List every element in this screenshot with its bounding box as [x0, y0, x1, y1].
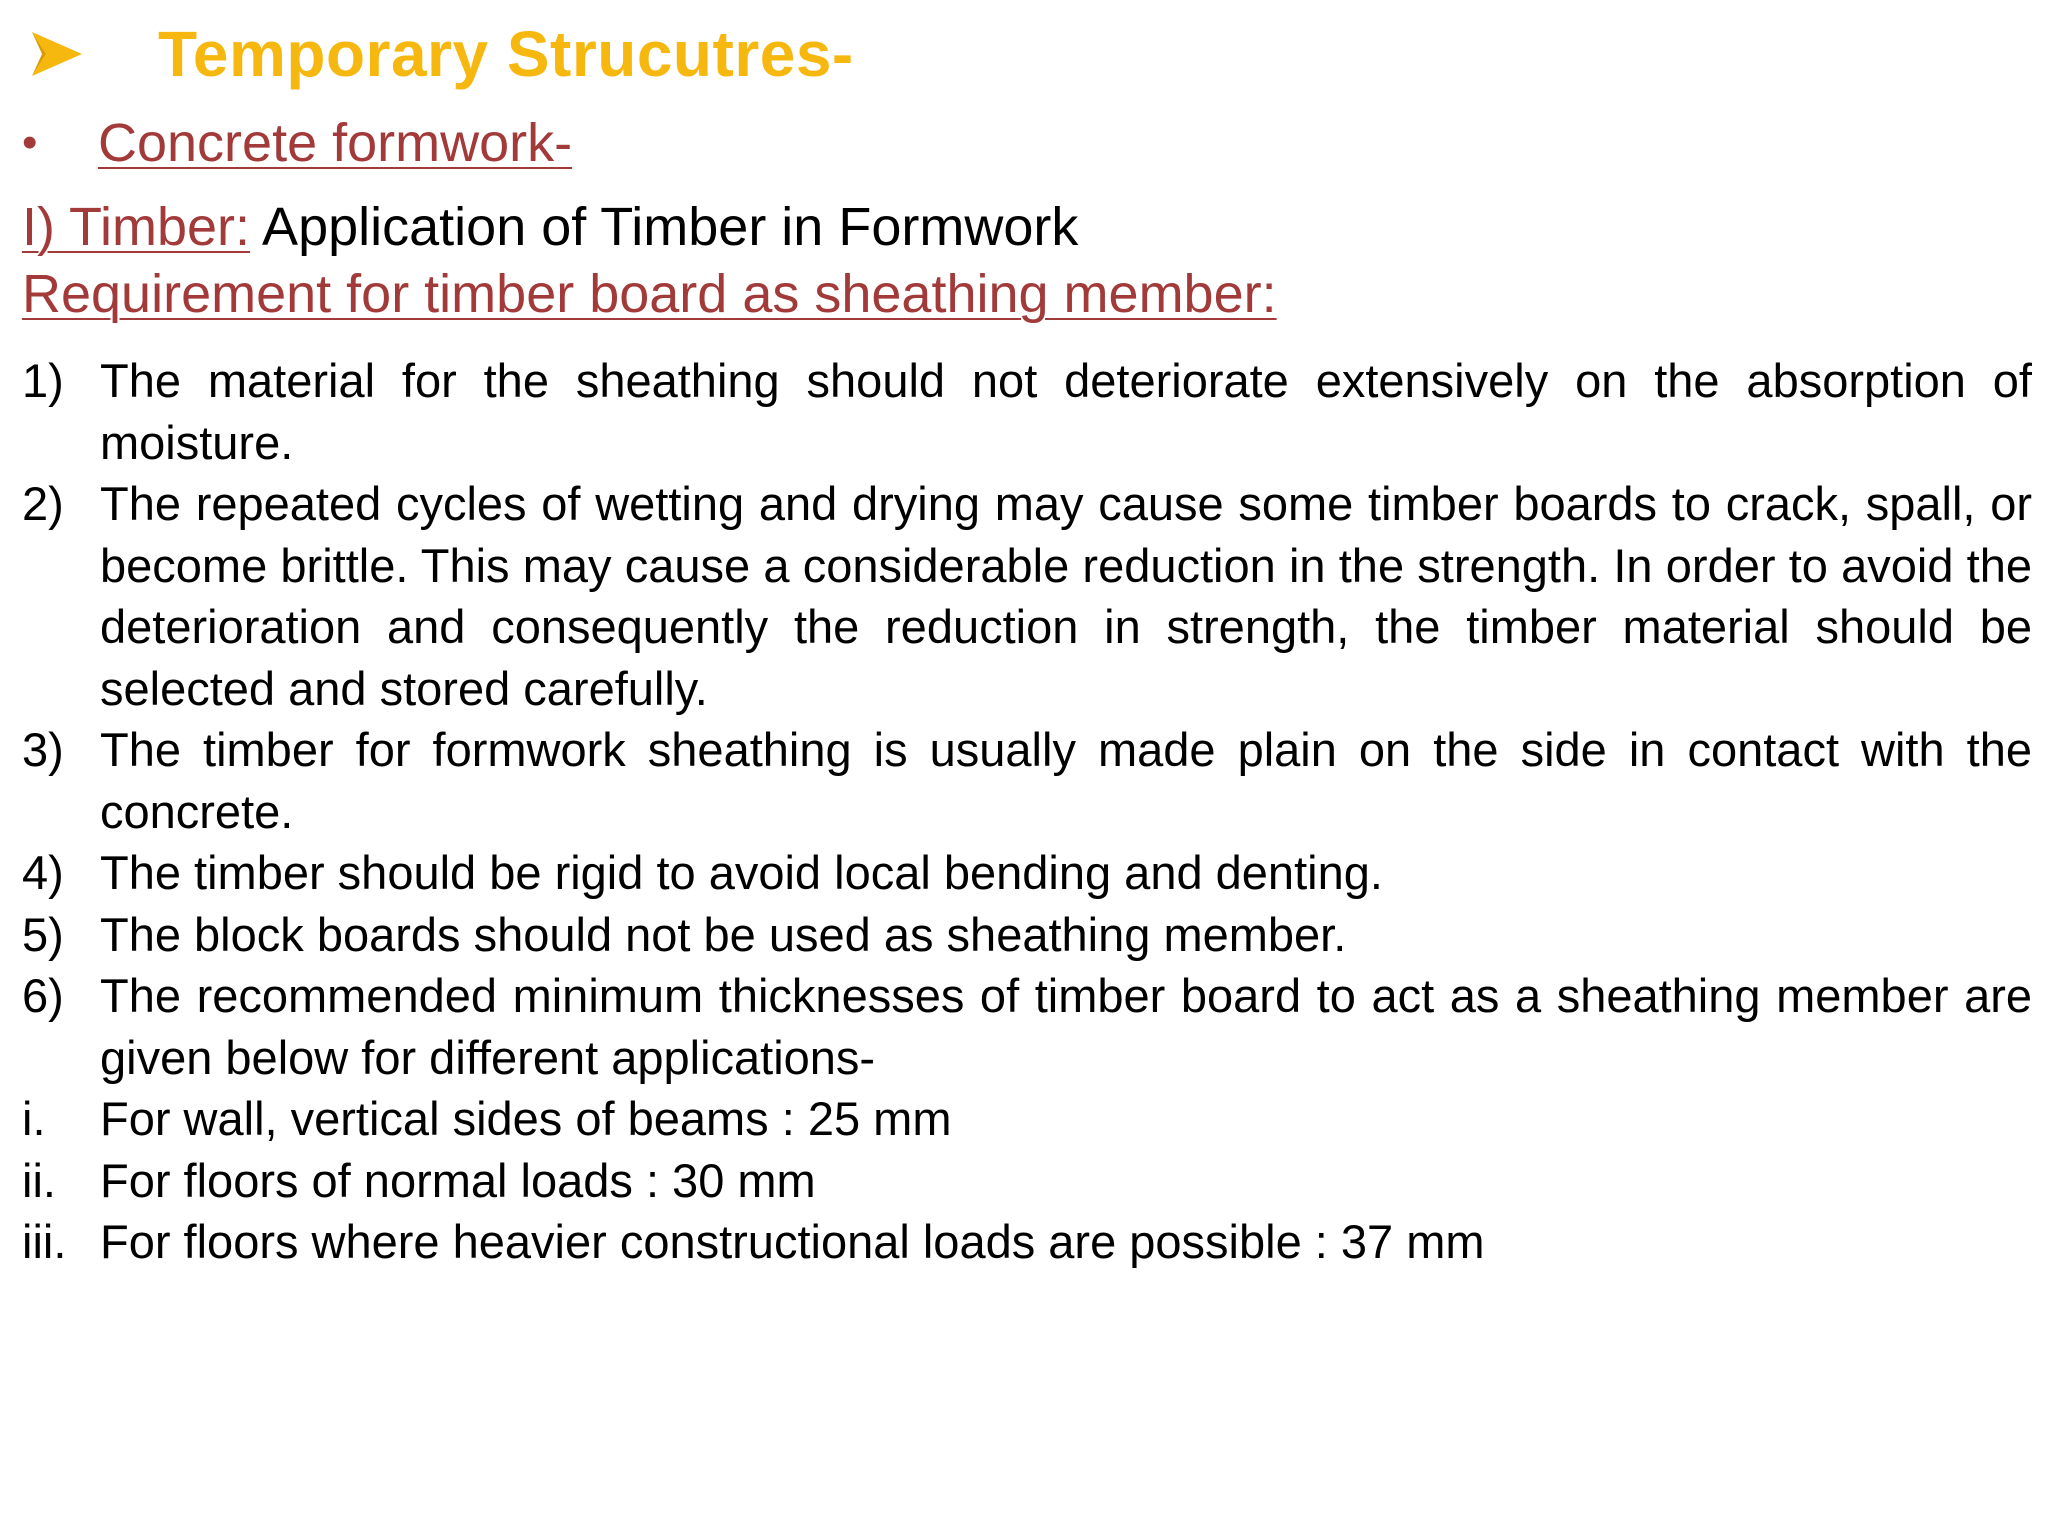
list-item-number: 2): [22, 477, 64, 530]
requirement-heading: Requirement for timber board as sheathing member:: [22, 264, 1277, 324]
subheading-concrete-formwork: Concrete formwork-: [98, 113, 573, 173]
list-item-text: For floors where heavier constructional loads are possible : 37 mm: [100, 1215, 1485, 1268]
list-item-text: For wall, vertical sides of beams : 25 mm: [100, 1092, 952, 1145]
list-item: [22, 904, 2032, 966]
list-item-number: 4): [22, 846, 64, 899]
list-item-number: i.: [22, 1092, 46, 1145]
list-item: [22, 842, 2032, 904]
bullet-dot: •: [22, 118, 38, 167]
arrow-bullet-icon: [28, 24, 88, 84]
list-item-text: The block boards should not be used as sheathing member.: [100, 907, 1347, 961]
requirements-list: [22, 350, 2032, 1273]
list-item: [22, 1211, 2032, 1273]
timber-text: Application of Timber in Formwork: [250, 197, 1079, 257]
list-item-number: 5): [22, 907, 64, 961]
timber-label: I) Timber:: [22, 197, 251, 257]
list-item: [22, 473, 2032, 719]
list-item: [22, 350, 2032, 473]
list-item-number: 3): [22, 723, 64, 776]
list-item: [22, 719, 2032, 842]
list-item: [22, 1150, 2032, 1212]
slide-title: Temporary Strucutres-: [158, 18, 854, 90]
list-item-number: iii.: [22, 1215, 67, 1268]
list-item-text: For floors of normal loads : 30 mm: [100, 1153, 816, 1207]
title-row: [28, 12, 854, 96]
list-item-text: The timber should be rigid to avoid local bending and denting.: [100, 846, 1383, 899]
list-item: [22, 965, 2032, 1088]
requirement-heading-row: [22, 262, 1277, 326]
list-item: [22, 1088, 2032, 1150]
timber-line: [22, 195, 1078, 259]
list-item-text: The repeated cycles of wetting and drying may cause some timber boards to crack, spall, or become brittle. This may cause a considerable reduction in the strength. In order to avoid the deterioration and consequently the reduction in strength, the timber material should be selected and stored carefully.: [100, 477, 2032, 715]
list-item-number: 1): [22, 354, 64, 407]
list-item-number: ii.: [22, 1153, 56, 1207]
bullet-row: [22, 108, 572, 178]
list-item-number: 6): [22, 969, 64, 1022]
list-item-text: The timber for formwork sheathing is usually made plain on the side in contact with the concrete.: [100, 723, 2032, 838]
list-item-text: The material for the sheathing should not deteriorate extensively on the absorption of moisture.: [100, 354, 2032, 469]
list-item-text: The recommended minimum thicknesses of timber board to act as a sheathing member are given below for different applications-: [100, 969, 2032, 1084]
